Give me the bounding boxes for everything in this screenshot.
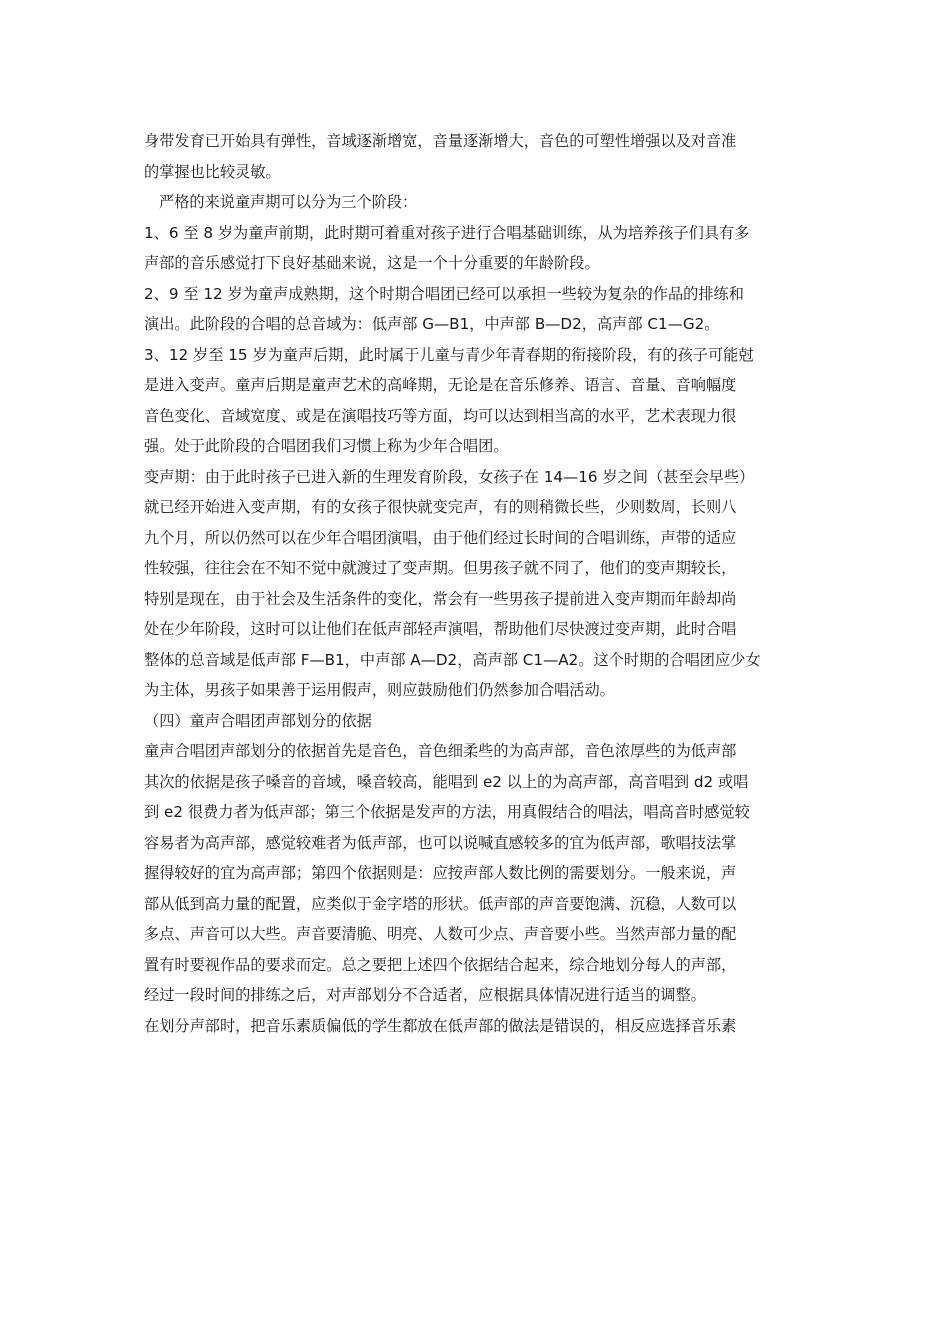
text-line: 到 e2 很费力者为低声部；第三个依据是发声的方法，用真假结合的唱法，唱高音时感觉较 bbox=[144, 803, 750, 821]
text-line: 经过一段时间的排练之后，对声部划分不合适者，应根据具体情况进行适当的调整。 bbox=[144, 986, 706, 1004]
text-line: 握得较好的宜为高声部；第四个依据则是：应按声部人数比例的需要划分。一般来说，声 bbox=[144, 864, 737, 882]
text-line: 九个月，所以仍然可以在少年合唱团演唱，由于他们经过长时间的合唱训练，声带的适应 bbox=[144, 528, 737, 547]
text-line: 强。处于此阶段的合唱团我们习惯上称为少年合唱团。 bbox=[144, 437, 509, 455]
text-line: 是进入变声。童声后期是童声艺术的高峰期，无论是在音乐修养、语言、音量、音响幅度 bbox=[144, 376, 737, 394]
paragraph-voice-change: 变声期：由于此时孩子已进入新的生理发育阶段，女孩子在 14—16 岁之间（甚至会早些） bbox=[144, 467, 755, 486]
text-line: 严格的来说童声期可以分为三个阶段： bbox=[159, 193, 418, 211]
list-item-2: 2、9 至 12 岁为童声成熟期，这个时期合唱团已经可以承担一些较为复杂的作品的排练和 bbox=[144, 284, 744, 303]
text-line: 置有时要视作品的要求而定。总之要把上述四个依据结合起来，综合地划分每人的声部， bbox=[144, 955, 737, 974]
text-line: 童声合唱团声部划分的依据首先是音色，音色细柔些的为高声部，音色浓厚些的为低声部 bbox=[144, 742, 737, 760]
text-line: 处在少年阶段，这时可以让他们在低声部轻声演唱，帮助他们尽快渡过变声期，此时合唱 bbox=[144, 620, 737, 638]
section-heading: （四）童声合唱团声部划分的依据 bbox=[144, 711, 372, 730]
text-line: 整体的总音域是低声部 F—B1，中声部 A—D2，高声部 C1—A2。这个时期的合唱团应少女 bbox=[144, 650, 761, 669]
text-line: 容易者为高声部，感觉较难者为低声部，也可以说喊直感较多的宜为低声部，歌唱技法掌 bbox=[144, 833, 737, 852]
text-line: 其次的依据是孩子嗓音的音域，嗓音较高，能唱到 e2 以上的为高声部，高音唱到 d2 或唱 bbox=[144, 772, 749, 791]
text-line: 身带发育已开始具有弹性，音域逐渐增宽，音量逐渐增大，音色的可塑性增强以及对音准 bbox=[144, 132, 737, 150]
text-line: 性较强，往往会在不知不觉中就渡过了变声期。但男孩子就不同了，他们的变声期较长， bbox=[144, 559, 737, 577]
text-line: 在划分声部时，把音乐素质偏低的学生都放在低声部的做法是错误的，相反应选择音乐素 bbox=[144, 1016, 737, 1035]
text-line: 为主体，男孩子如果善于运用假声，则应鼓励他们仍然参加合唱活动。 bbox=[144, 681, 615, 699]
list-item-3: 3、12 岁至 15 岁为童声后期，此时属于儿童与青少年青春期的衔接阶段，有的孩子可能尅 bbox=[144, 345, 754, 364]
text-line: 部从低到高力量的配置，应类似于金字塔的形状。低声部的声音要饱满、沉稳，人数可以 bbox=[144, 894, 737, 913]
list-item-1: 1、6 至 8 岁为童声前期，此时期可着重对孩子进行合唱基础训练，从为培养孩子们具有多 bbox=[144, 223, 750, 242]
text-line: 演出。此阶段的合唱的总音域为：低声部 G—B1，中声部 B—D2，高声部 C1—G2。 bbox=[144, 315, 720, 333]
text-line: 多点、声音可以大些。声音要清脆、明亮、人数可少点、声音要小些。当然声部力量的配 bbox=[144, 925, 737, 943]
text-line: 就已经开始进入变声期，有的女孩子很快就变完声，有的则稍微长些，少则数周，长则八 bbox=[144, 498, 737, 516]
text-line: 声部的音乐感觉打下良好基础来说，这是一个十分重要的年龄阶段。 bbox=[144, 254, 600, 272]
text-line: 的掌握也比较灵敏。 bbox=[144, 162, 281, 181]
text-line: 特别是现在，由于社会及生活条件的变化，常会有一些男孩子提前进入变声期而年龄却尚 bbox=[144, 589, 737, 608]
document-page bbox=[144, 126, 808, 1041]
text-line: 音色变化、音域宽度、或是在演唱技巧等方面，均可以达到相当高的水平，艺术表现力很 bbox=[144, 406, 737, 425]
